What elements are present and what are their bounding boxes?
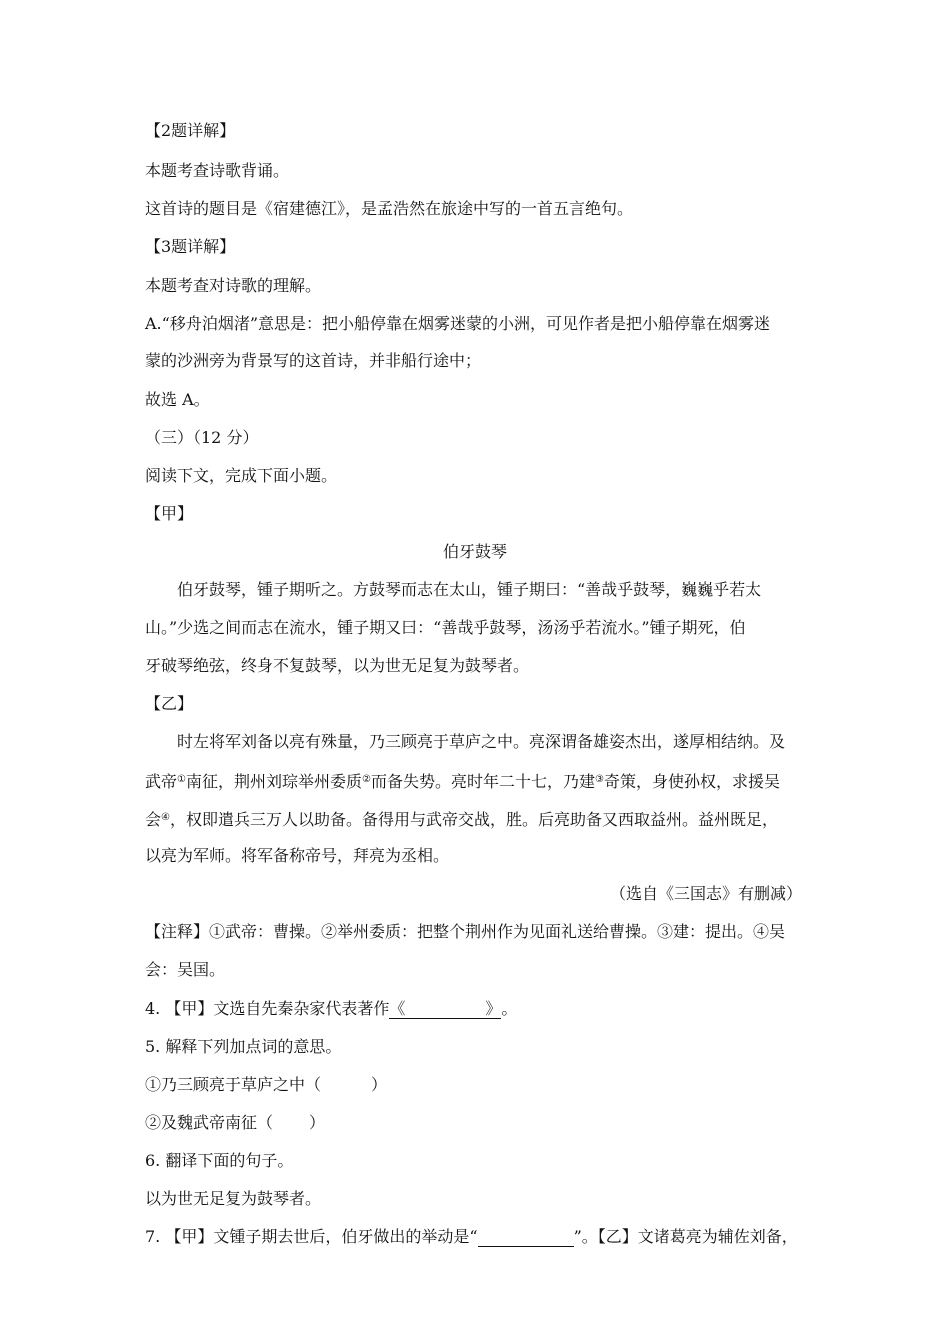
yi-text: 会 bbox=[145, 810, 162, 829]
question-text: ①乃三顾亮于草庐之中（ bbox=[145, 1075, 322, 1094]
question-text: 7. 【甲】文锺子期去世后，伯牙做出的举动是“ bbox=[145, 1227, 478, 1246]
question-text: ） bbox=[371, 1075, 388, 1094]
section3-line: A.“移舟泊烟渚”意思是：把小船停靠在烟雾迷蒙的小洲，可见作者是把小船停靠在烟雾迷 bbox=[145, 314, 771, 333]
section3-line: 本题考查对诗歌的理解。 bbox=[145, 276, 322, 295]
annotation-line: 会：吴国。 bbox=[145, 960, 226, 979]
question-7 bbox=[145, 1226, 798, 1248]
yi-paragraph-line: 以亮为军师。将军备称帝号，拜亮为丞相。 bbox=[145, 846, 450, 865]
section2-line: 这首诗的题目是《宿建德江》，是孟浩然在旅途中写的一首五言绝句。 bbox=[145, 199, 634, 218]
jia-paragraph-line: 山。”少选之间而志在流水，锺子期又曰：“善哉乎鼓琴，汤汤乎若流水。”锺子期死，伯 bbox=[145, 618, 746, 637]
yi-paragraph-line bbox=[145, 769, 780, 793]
jia-heading: 【甲】 bbox=[145, 504, 194, 523]
question-6-sentence: 以为世无足复为鼓琴者。 bbox=[145, 1189, 322, 1208]
jia-title: 伯牙鼓琴 bbox=[442, 542, 507, 561]
answer-blank[interactable]: 《 》 bbox=[389, 999, 502, 1018]
yi-text: ，权即遣兵三万人以助备。备得用与武帝交战，胜。后亮助备又西取益州。益州既足， bbox=[169, 810, 778, 829]
footnote-marker: ① bbox=[177, 774, 186, 785]
instruction: 阅读下文，完成下面小题。 bbox=[145, 466, 338, 485]
answer-blank[interactable] bbox=[478, 1228, 574, 1247]
question-text: ） bbox=[309, 1113, 326, 1132]
section2-line: 本题考查诗歌背诵。 bbox=[145, 161, 290, 180]
question-text: 4. 【甲】文选自先秦杂家代表著作 bbox=[145, 999, 390, 1018]
question-text: 。 bbox=[501, 999, 518, 1018]
section3-line: 故选 A。 bbox=[145, 390, 210, 409]
yi-text: 而备失势。亮时年二十七，乃建 bbox=[370, 772, 595, 791]
yi-heading: 【乙】 bbox=[145, 694, 194, 713]
jia-paragraph-line: 伯牙鼓琴，锺子期听之。方鼓琴而志在太山，锺子期曰：“善哉乎鼓琴，巍巍乎若太 bbox=[177, 580, 762, 599]
yi-paragraph-line: 时左将军刘备以亮有殊量，乃三顾亮于草庐之中。亮深谓备雄姿杰出，遂厚相结纳。及 bbox=[177, 732, 786, 751]
annotation-line: 【注释】①武帝：曹操。②举州委质：把整个荆州作为见面礼送给曹操。③建：提出。④吴 bbox=[145, 922, 786, 941]
yi-paragraph-line bbox=[145, 807, 778, 831]
question-text: ②及魏武帝南征（ bbox=[145, 1113, 274, 1132]
yi-text: 武帝 bbox=[145, 772, 178, 791]
question-5-item-2 bbox=[145, 1112, 325, 1134]
question-4 bbox=[145, 998, 517, 1020]
section2-heading: 【2题详解】 bbox=[145, 121, 236, 140]
source-citation: （选自《三国志》有删减） bbox=[609, 884, 802, 903]
jia-paragraph-line: 牙破琴绝弦，终身不复鼓琴，以为世无足复为鼓琴者。 bbox=[145, 656, 530, 675]
footnote-marker: ② bbox=[362, 774, 371, 785]
footnote-marker: ④ bbox=[161, 812, 170, 823]
yi-text: 奇策，身使孙权，求援吴 bbox=[603, 772, 780, 791]
section3-line: 蒙的沙洲旁为背景写的这首诗，并非船行途中； bbox=[145, 351, 482, 370]
question-6: 6. 翻译下面的句子。 bbox=[145, 1151, 294, 1170]
question-5-item-1 bbox=[145, 1074, 387, 1096]
section3-heading: 【3题详解】 bbox=[145, 237, 236, 256]
footnote-marker: ③ bbox=[594, 774, 604, 785]
part-title: （三）（12 分） bbox=[145, 428, 259, 447]
question-5: 5. 解释下列加点词的意思。 bbox=[145, 1037, 342, 1056]
yi-text: 南征，荆州刘琮举州委质 bbox=[185, 772, 362, 791]
question-text: ”。【乙】文诸葛亮为辅佐刘备， bbox=[573, 1227, 798, 1246]
